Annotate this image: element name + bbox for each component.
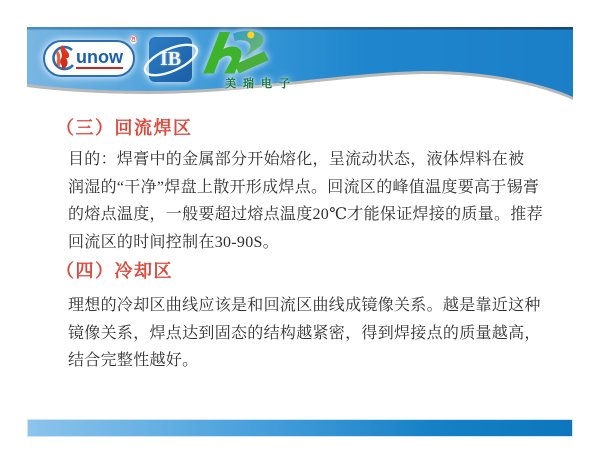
header-banner: [27, 27, 573, 107]
paragraph-line: 结合完整性越好。: [68, 352, 199, 369]
ib-ellipse-ring-icon: [141, 43, 201, 77]
paragraph-reflow-zone: [68, 146, 554, 256]
paragraph-line: 润湿的“干净”焊盘上散开形成焊点。回流区的峰值温度要高于锡膏: [68, 178, 540, 196]
ib-letters: IB: [159, 48, 182, 70]
logo-row: [27, 27, 573, 107]
sunow-logo: [43, 34, 137, 77]
section-heading-cooling-zone: （四）冷却区: [56, 261, 173, 281]
hr-logo-mark-icon: [197, 29, 275, 75]
section-heading-reflow-zone: （三）回流焊区: [56, 118, 193, 138]
paragraph-line: 回流区的时间控制在30-90S。: [68, 233, 280, 251]
paragraph-line: 的熔点温度，一般要超过熔点温度20℃才能保证焊接的质量。推荐: [68, 206, 543, 223]
paragraph-line: 镜像关系，焊点达到固态的结构越紧密，得到焊接点的质量越高，: [68, 324, 541, 342]
paragraph-line: 目的：焊膏中的金属部分开始熔化，呈流动状态，液体焊料在被: [68, 151, 525, 168]
paragraph-line: 理想的冷却区曲线应该是和回流区曲线成镜像关系。越是靠近这种: [68, 297, 541, 314]
registered-trademark-icon: ®: [130, 34, 137, 44]
hr-logo-caption: 美瑞电子: [225, 78, 297, 90]
sunow-wordmark: unow: [76, 47, 123, 67]
hr-electronics-logo: [197, 29, 301, 91]
paragraph-cooling-zone: [68, 292, 554, 375]
footer-gradient-bar: [27, 419, 573, 437]
flame-icon: [49, 44, 75, 73]
ib-logo: [149, 37, 192, 82]
